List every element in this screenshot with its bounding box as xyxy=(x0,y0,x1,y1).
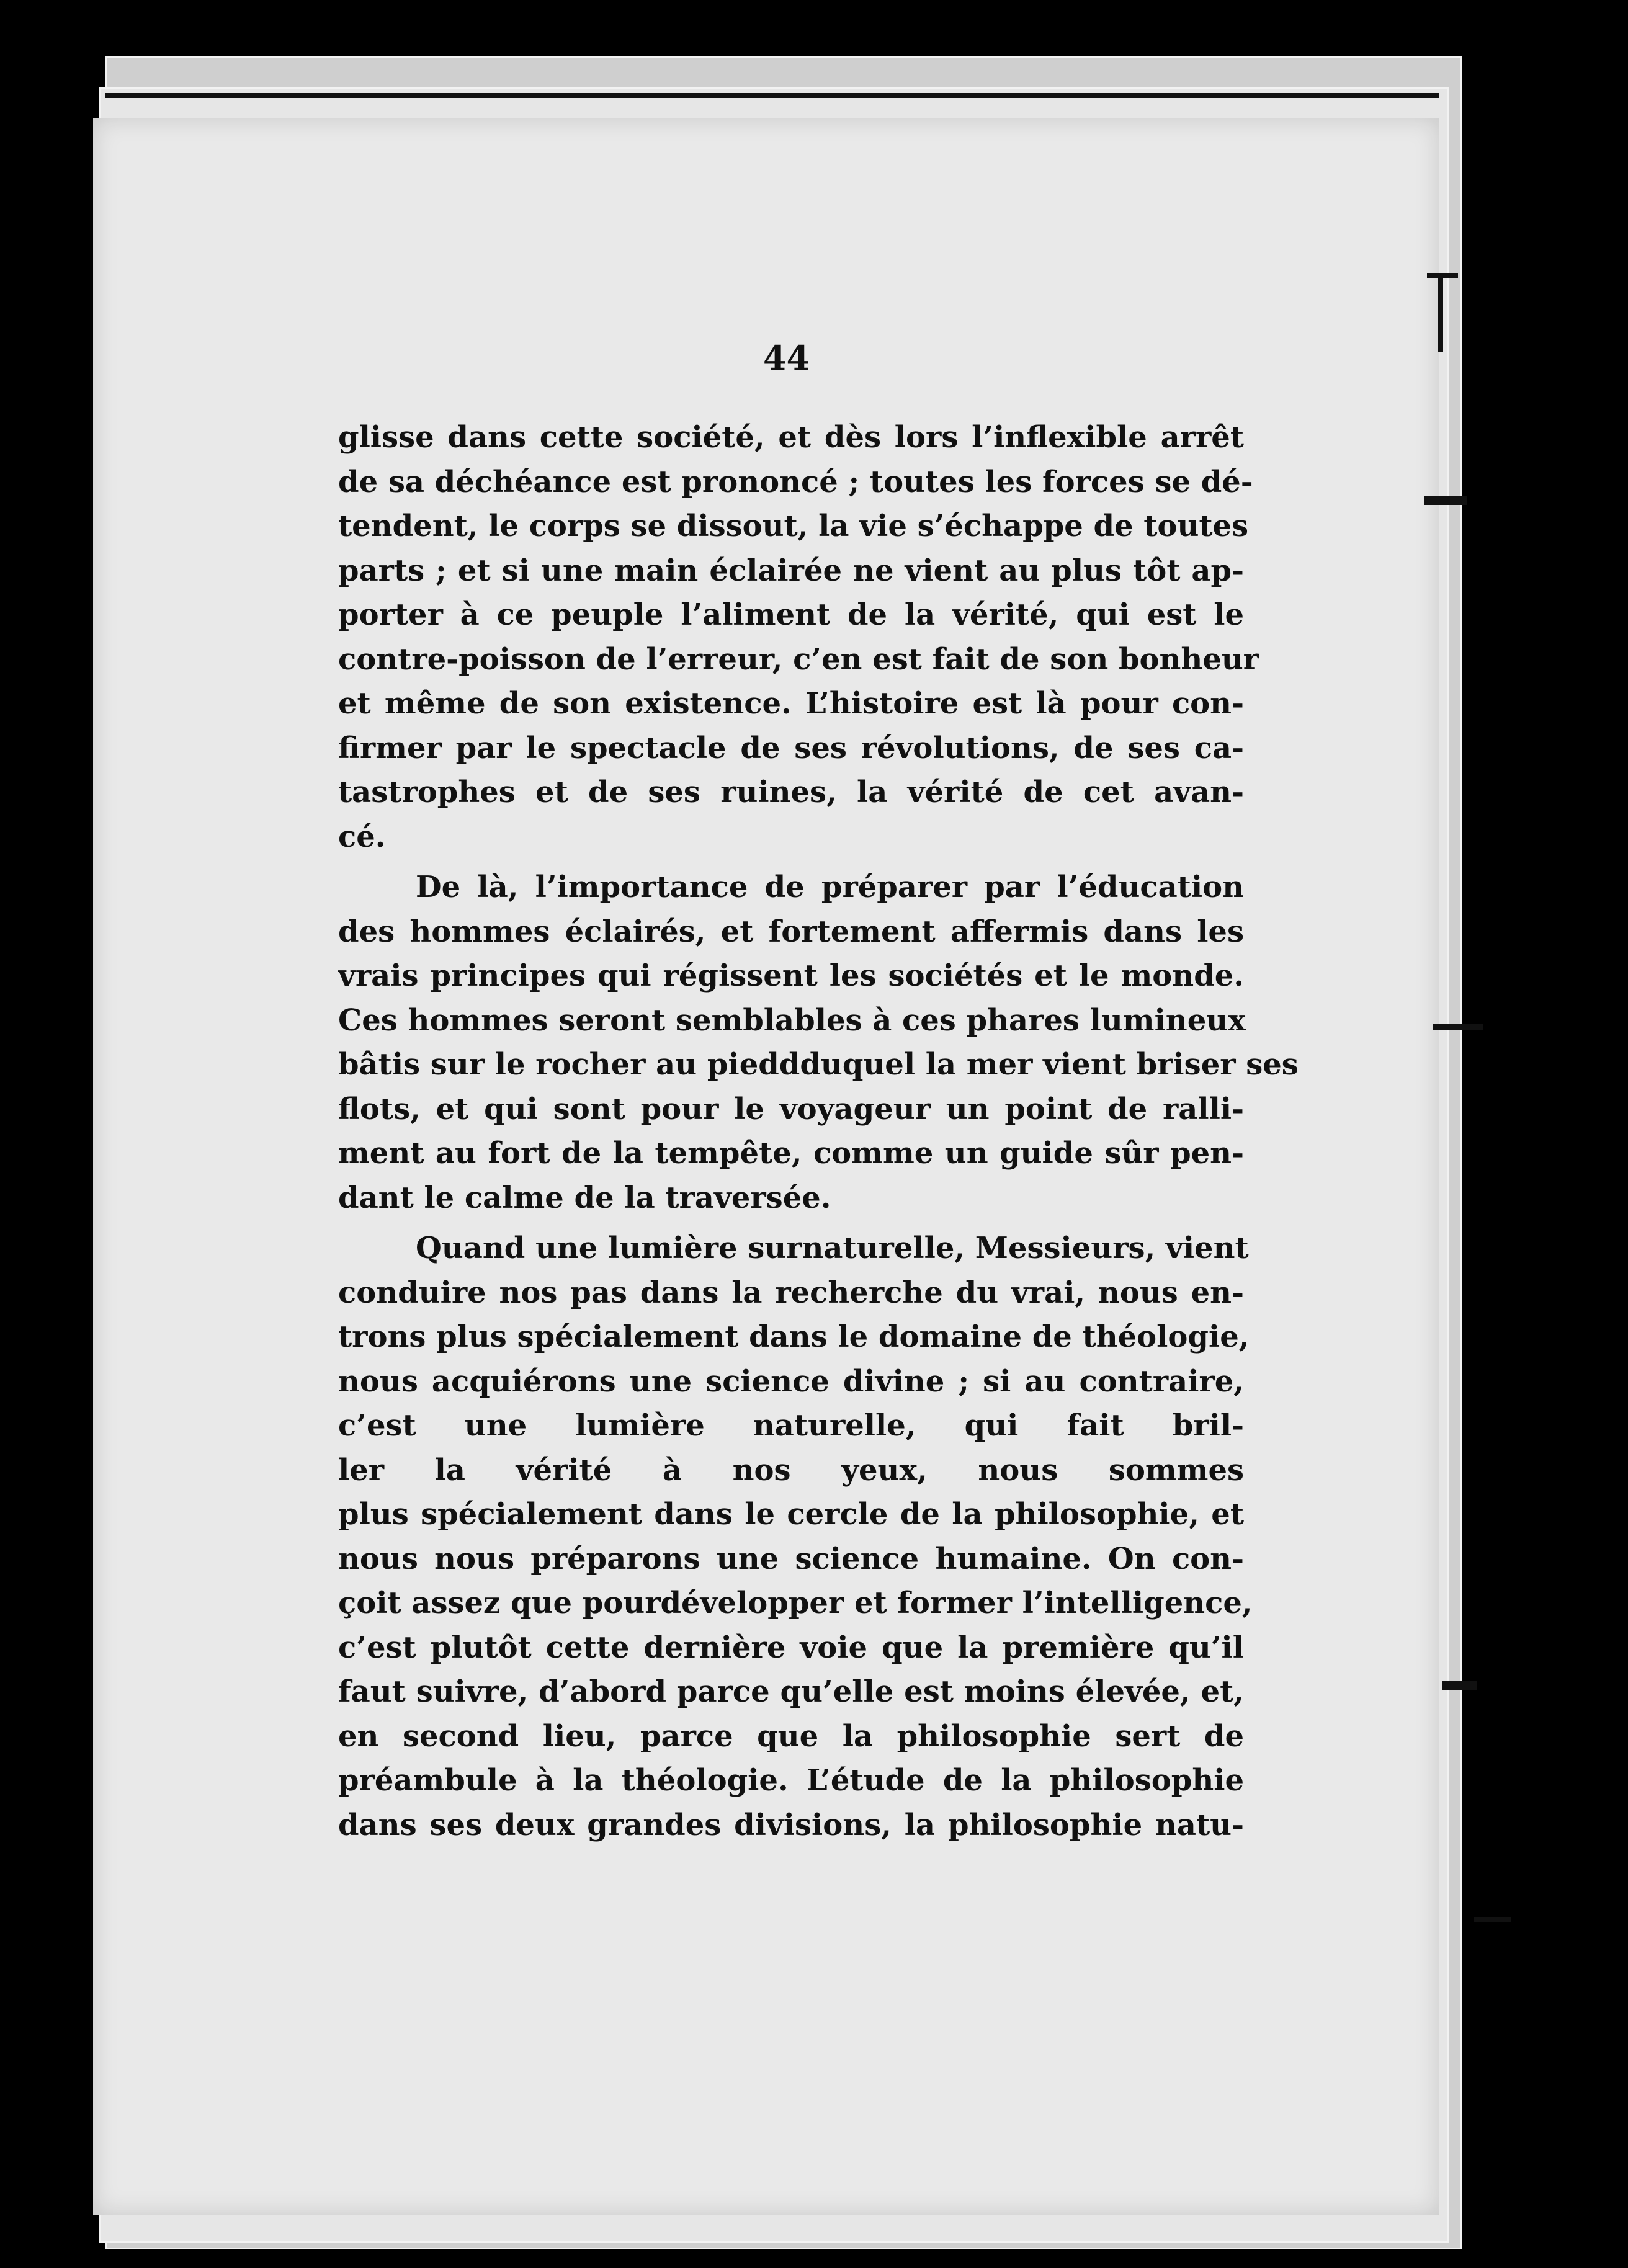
text-line: vrais principes qui régissent les sociétés et le monde. xyxy=(338,958,1244,993)
text-line: en second lieu, parce que la philosophie sert de xyxy=(338,1718,1244,1754)
text-line: Ces hommes seront semblables à ces phares lumineux xyxy=(338,1002,1246,1038)
text-line: conduire nos pas dans la recherche du vrai, nous en- xyxy=(338,1275,1244,1310)
text-line: çoit assez que pourdévelopper et former l’intelligence, xyxy=(338,1586,1253,1620)
text-line: Quand une lumière surnaturelle, Messieurs, vient xyxy=(416,1231,1249,1266)
margin-mark xyxy=(1438,278,1443,352)
text-line: plus spécialement dans le cercle de la philosophie, et xyxy=(338,1497,1244,1532)
text-line: des hommes éclairés, et fortement affermis dans les xyxy=(338,914,1244,949)
text-line: trons plus spécialement dans le domaine de théologie, xyxy=(338,1319,1250,1354)
margin-mark xyxy=(1474,1917,1511,1922)
text-line: c’est une lumière naturelle, qui fait bril- xyxy=(338,1408,1244,1443)
text-line: dans ses deux grandes divisions, la philosophie natu- xyxy=(338,1807,1244,1842)
text-line: tendent, le corps se dissout, la vie s’échappe de toutes xyxy=(338,509,1249,543)
body-text xyxy=(338,416,1299,1847)
text-line: glisse dans cette société, et dès lors l’inflexible arrêt xyxy=(338,420,1244,455)
margin-mark xyxy=(1424,496,1467,505)
text-line: flots, et qui sont pour le voyageur un point de ralli- xyxy=(338,1091,1244,1127)
text-line: cé. xyxy=(338,819,386,854)
text-line: De là, l’importance de préparer par l’éducation xyxy=(416,870,1244,904)
text-line: de sa déchéance est prononcé ; toutes les forces se dé- xyxy=(338,464,1253,499)
text-line: parts ; et si une main éclairée ne vient au plus tôt ap- xyxy=(338,553,1244,588)
text-line: dant le calme de la traversée. xyxy=(338,1180,831,1215)
text-line: préambule à la théologie. L’étude de la philosophie xyxy=(338,1763,1244,1798)
text-line: et même de son existence. L’histoire est là pour con- xyxy=(338,686,1244,721)
margin-mark xyxy=(1442,1681,1477,1690)
text-line: firmer par le spectacle de ses révolutions, de ses ca- xyxy=(338,730,1244,766)
margin-mark xyxy=(1427,273,1458,278)
page-top-border xyxy=(105,93,1439,98)
margin-mark xyxy=(1433,1024,1483,1030)
text-line: bâtis sur le rocher au pieddduquel la mer vient briser ses xyxy=(338,1047,1299,1082)
text-line: tastrophes et de ses ruines, la vérité de cet avan- xyxy=(338,775,1244,810)
paragraph-gap xyxy=(338,1220,1244,1226)
text-line: nous nous préparons une science humaine. On con- xyxy=(338,1541,1244,1576)
text-line: ment au fort de la tempête, comme un guide sûr pen- xyxy=(338,1136,1244,1171)
text-line: nous acquiérons une science divine ; si au contraire, xyxy=(338,1364,1244,1399)
text-line: c’est plutôt cette dernière voie que la première qu’il xyxy=(338,1630,1244,1665)
paragraph-gap xyxy=(338,859,1244,865)
text-line: porter à ce peuple l’aliment de la vérité, qui est le xyxy=(338,597,1244,632)
text-line: contre-poisson de l’erreur, c’en est fait de son bonheur xyxy=(338,641,1259,677)
text-line: faut suivre, d’abord parce qu’elle est moins élevée, et, xyxy=(338,1674,1244,1709)
page-number: 44 xyxy=(763,338,810,378)
text-line: ler la vérité à nos yeux, nous sommes xyxy=(338,1452,1244,1488)
